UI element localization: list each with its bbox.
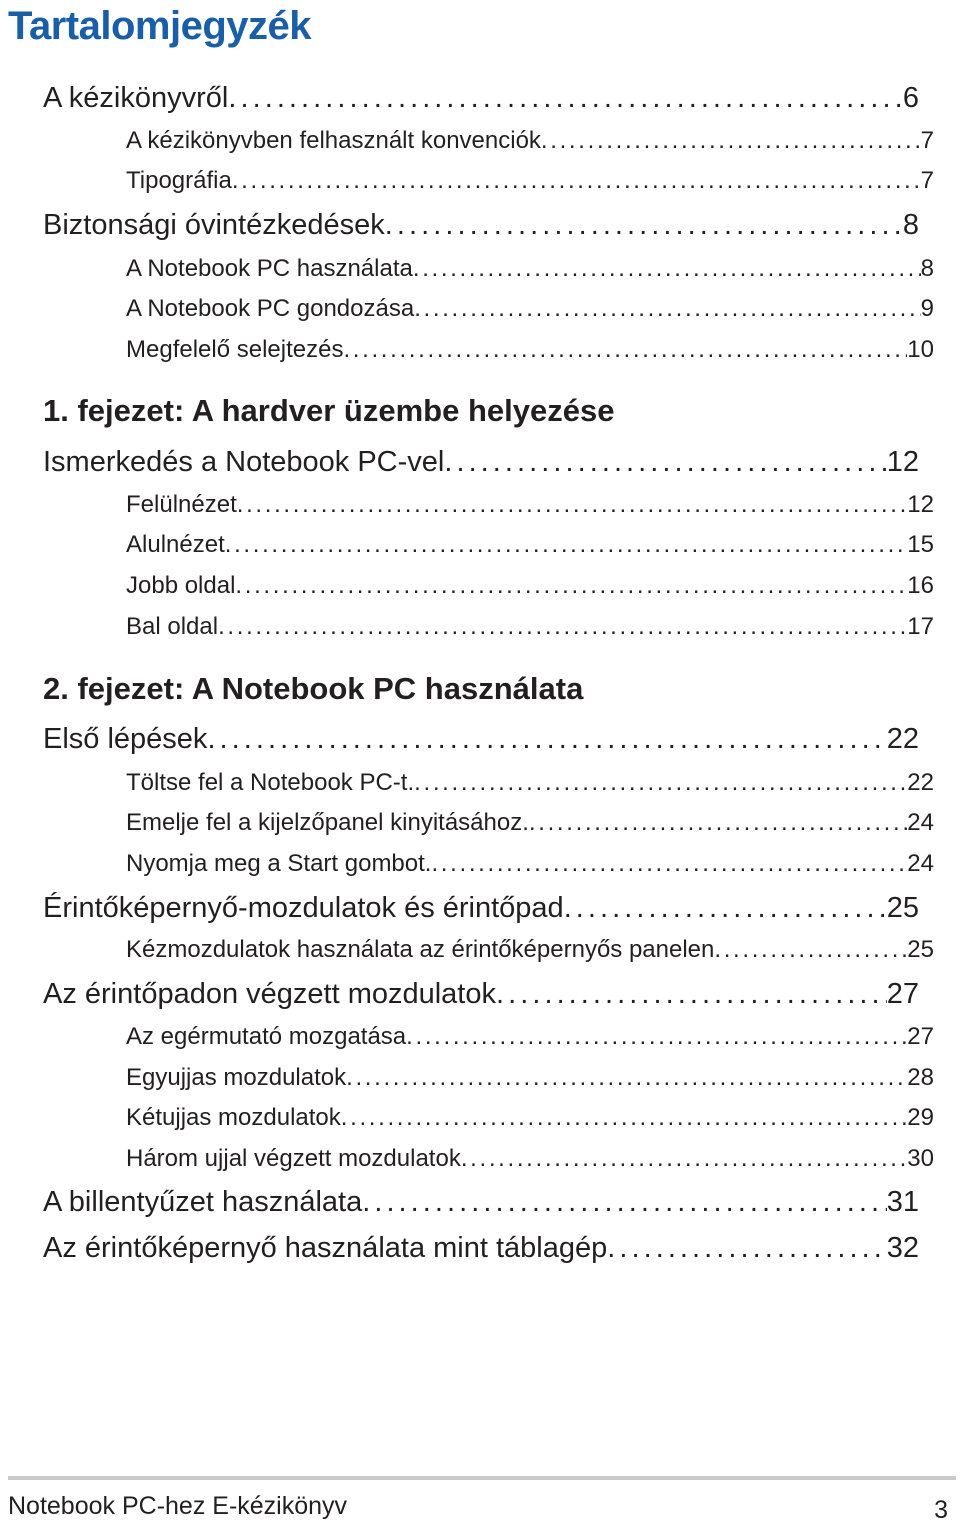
toc-entry-label: Ismerkedés a Notebook PC-vel <box>43 446 445 478</box>
toc-section-entry[interactable] <box>43 888 919 928</box>
toc-entry-label: Tipográfia <box>126 167 232 194</box>
toc-section-entry[interactable] <box>43 1182 919 1222</box>
toc-entry-page-number: 12 <box>907 491 934 518</box>
toc-section-entry[interactable] <box>43 442 919 482</box>
toc-entry-label: Töltse fel a Notebook PC-t. <box>126 769 415 796</box>
dot-leader <box>385 205 903 245</box>
toc-entry-page-number: 29 <box>907 1104 934 1131</box>
toc-entry-label: Első lépések <box>43 723 208 755</box>
toc-entry-label: Érintőképernyő-mozdulatok és érintőpad <box>43 892 564 924</box>
toc-subsection-entry[interactable] <box>126 806 934 840</box>
dot-leader <box>218 610 907 644</box>
dot-leader <box>414 766 907 800</box>
toc-entry-label: A kézikönyvről <box>43 82 229 114</box>
toc-entry-label: A billentyűzet használata <box>43 1186 363 1218</box>
toc-entry-page-number: 8 <box>920 255 934 282</box>
toc-section-entry[interactable] <box>43 205 919 245</box>
toc-entry-page-number: 16 <box>907 572 934 599</box>
toc-entry-label: Három ujjal végzett mozdulatok <box>126 1145 461 1172</box>
footer-title: Notebook PC-hez E-kézikönyv <box>8 1492 348 1520</box>
toc-entry-page-number: 25 <box>907 936 934 963</box>
toc-entry-page-number: 28 <box>907 1064 934 1091</box>
footer-page-number: 3 <box>934 1496 948 1524</box>
toc-entry-page-number: 27 <box>907 1023 934 1050</box>
toc-entry-label: A Notebook PC gondozása <box>126 295 415 322</box>
toc-entry-page-number: 22 <box>907 769 934 796</box>
toc-entry-label: Nyomja meg a Start gombot. <box>126 850 432 877</box>
dot-leader <box>343 333 907 367</box>
toc-subsection-entry[interactable] <box>126 1061 934 1095</box>
toc-subsection-entry[interactable] <box>126 333 934 367</box>
toc-subsection-entry[interactable] <box>126 252 934 286</box>
toc-subsection-entry[interactable] <box>126 124 934 158</box>
toc-entry-label: Alulnézet <box>126 531 225 558</box>
toc-entry-page-number: 9 <box>920 295 934 322</box>
toc-entry-label: Az érintőképernyő használata mint táblagép <box>43 1232 608 1264</box>
dot-leader <box>431 847 907 881</box>
toc-entry-label: Bal oldal <box>126 613 219 640</box>
toc-subsection-entry[interactable] <box>126 528 934 562</box>
toc-entry-label: Egyujjas mozdulatok <box>126 1064 347 1091</box>
dot-leader <box>406 1020 907 1054</box>
toc-entry-label: Kétujjas mozdulatok <box>126 1104 341 1131</box>
dot-leader <box>362 1182 887 1222</box>
toc-entry-label: Megfelelő selejtezés <box>126 336 344 363</box>
toc-entry-page-number: 32 <box>886 1232 919 1264</box>
toc-entry-page-number: 30 <box>907 1145 934 1172</box>
dot-leader <box>714 933 907 967</box>
dot-leader <box>414 292 920 326</box>
toc-entry-page-number: 25 <box>886 892 919 924</box>
toc-subsection-entry[interactable] <box>126 164 934 198</box>
dot-leader <box>564 888 887 928</box>
toc-subsection-entry[interactable] <box>126 1101 934 1135</box>
chapter-heading: 1. fejezet: A hardver üzembe helyezése <box>43 393 615 428</box>
dot-leader <box>541 124 921 158</box>
dot-leader <box>237 488 908 522</box>
toc-subsection-entry[interactable] <box>126 292 934 326</box>
toc-entry-label: A kézikönyvben felhasznált konvenciók <box>126 127 541 154</box>
toc-entry-label: Kézmozdulatok használata az érintőképernyős panelen <box>126 936 715 963</box>
toc-entry-label: Biztonsági óvintézkedések <box>43 209 385 241</box>
toc-subsection-entry[interactable] <box>126 847 934 881</box>
toc-entry-page-number: 24 <box>907 809 934 836</box>
dot-leader <box>341 1101 908 1135</box>
toc-entry-page-number: 24 <box>907 850 934 877</box>
dot-leader <box>207 719 886 759</box>
toc-entry-page-number: 10 <box>907 336 934 363</box>
dot-leader <box>228 78 903 118</box>
footer-divider <box>8 1476 956 1480</box>
toc-section-entry[interactable] <box>43 1228 919 1268</box>
dot-leader <box>461 1142 907 1176</box>
toc-entry-label: Jobb oldal <box>126 572 236 599</box>
dot-leader <box>235 569 907 603</box>
toc-section-entry[interactable] <box>43 719 919 759</box>
toc-entry-page-number: 7 <box>920 127 934 154</box>
toc-section-entry[interactable] <box>43 974 919 1014</box>
toc-entry-page-number: 15 <box>907 531 934 558</box>
toc-entry-label: Az érintőpadon végzett mozdulatok <box>43 978 496 1010</box>
toc-entry-label: Felülnézet <box>126 491 237 518</box>
toc-entry-label: A Notebook PC használata <box>126 255 413 282</box>
page-title: Tartalomjegyzék <box>8 4 311 48</box>
toc-subsection-entry[interactable] <box>126 1020 934 1054</box>
dot-leader <box>607 1228 886 1268</box>
toc-entry-page-number: 7 <box>920 167 934 194</box>
toc-subsection-entry[interactable] <box>126 1142 934 1176</box>
toc-entry-page-number: 31 <box>886 1186 919 1218</box>
dot-leader <box>225 528 908 562</box>
toc-entry-page-number: 12 <box>886 446 919 478</box>
chapter-heading: 2. fejezet: A Notebook PC használata <box>43 671 584 706</box>
toc-subsection-entry[interactable] <box>126 933 934 967</box>
dot-leader <box>529 806 907 840</box>
toc-entry-page-number: 22 <box>886 723 919 755</box>
toc-entry-label: Az egérmutató mozgatása <box>126 1023 407 1050</box>
dot-leader <box>444 442 886 482</box>
dot-leader <box>496 974 887 1014</box>
toc-entry-page-number: 17 <box>907 613 934 640</box>
dot-leader <box>346 1061 907 1095</box>
toc-entry-page-number: 27 <box>886 978 919 1010</box>
toc-entry-label: Emelje fel a kijelzőpanel kinyitásához. <box>126 809 529 836</box>
dot-leader <box>232 164 921 198</box>
toc-subsection-entry[interactable] <box>126 610 934 644</box>
toc-subsection-entry[interactable] <box>126 766 934 800</box>
toc-subsection-entry[interactable] <box>126 569 934 603</box>
toc-entry-page-number: 8 <box>902 209 919 241</box>
toc-entry-page-number: 6 <box>902 82 919 114</box>
toc-subsection-entry[interactable] <box>126 488 934 522</box>
toc-section-entry[interactable] <box>43 78 919 118</box>
dot-leader <box>413 252 921 286</box>
